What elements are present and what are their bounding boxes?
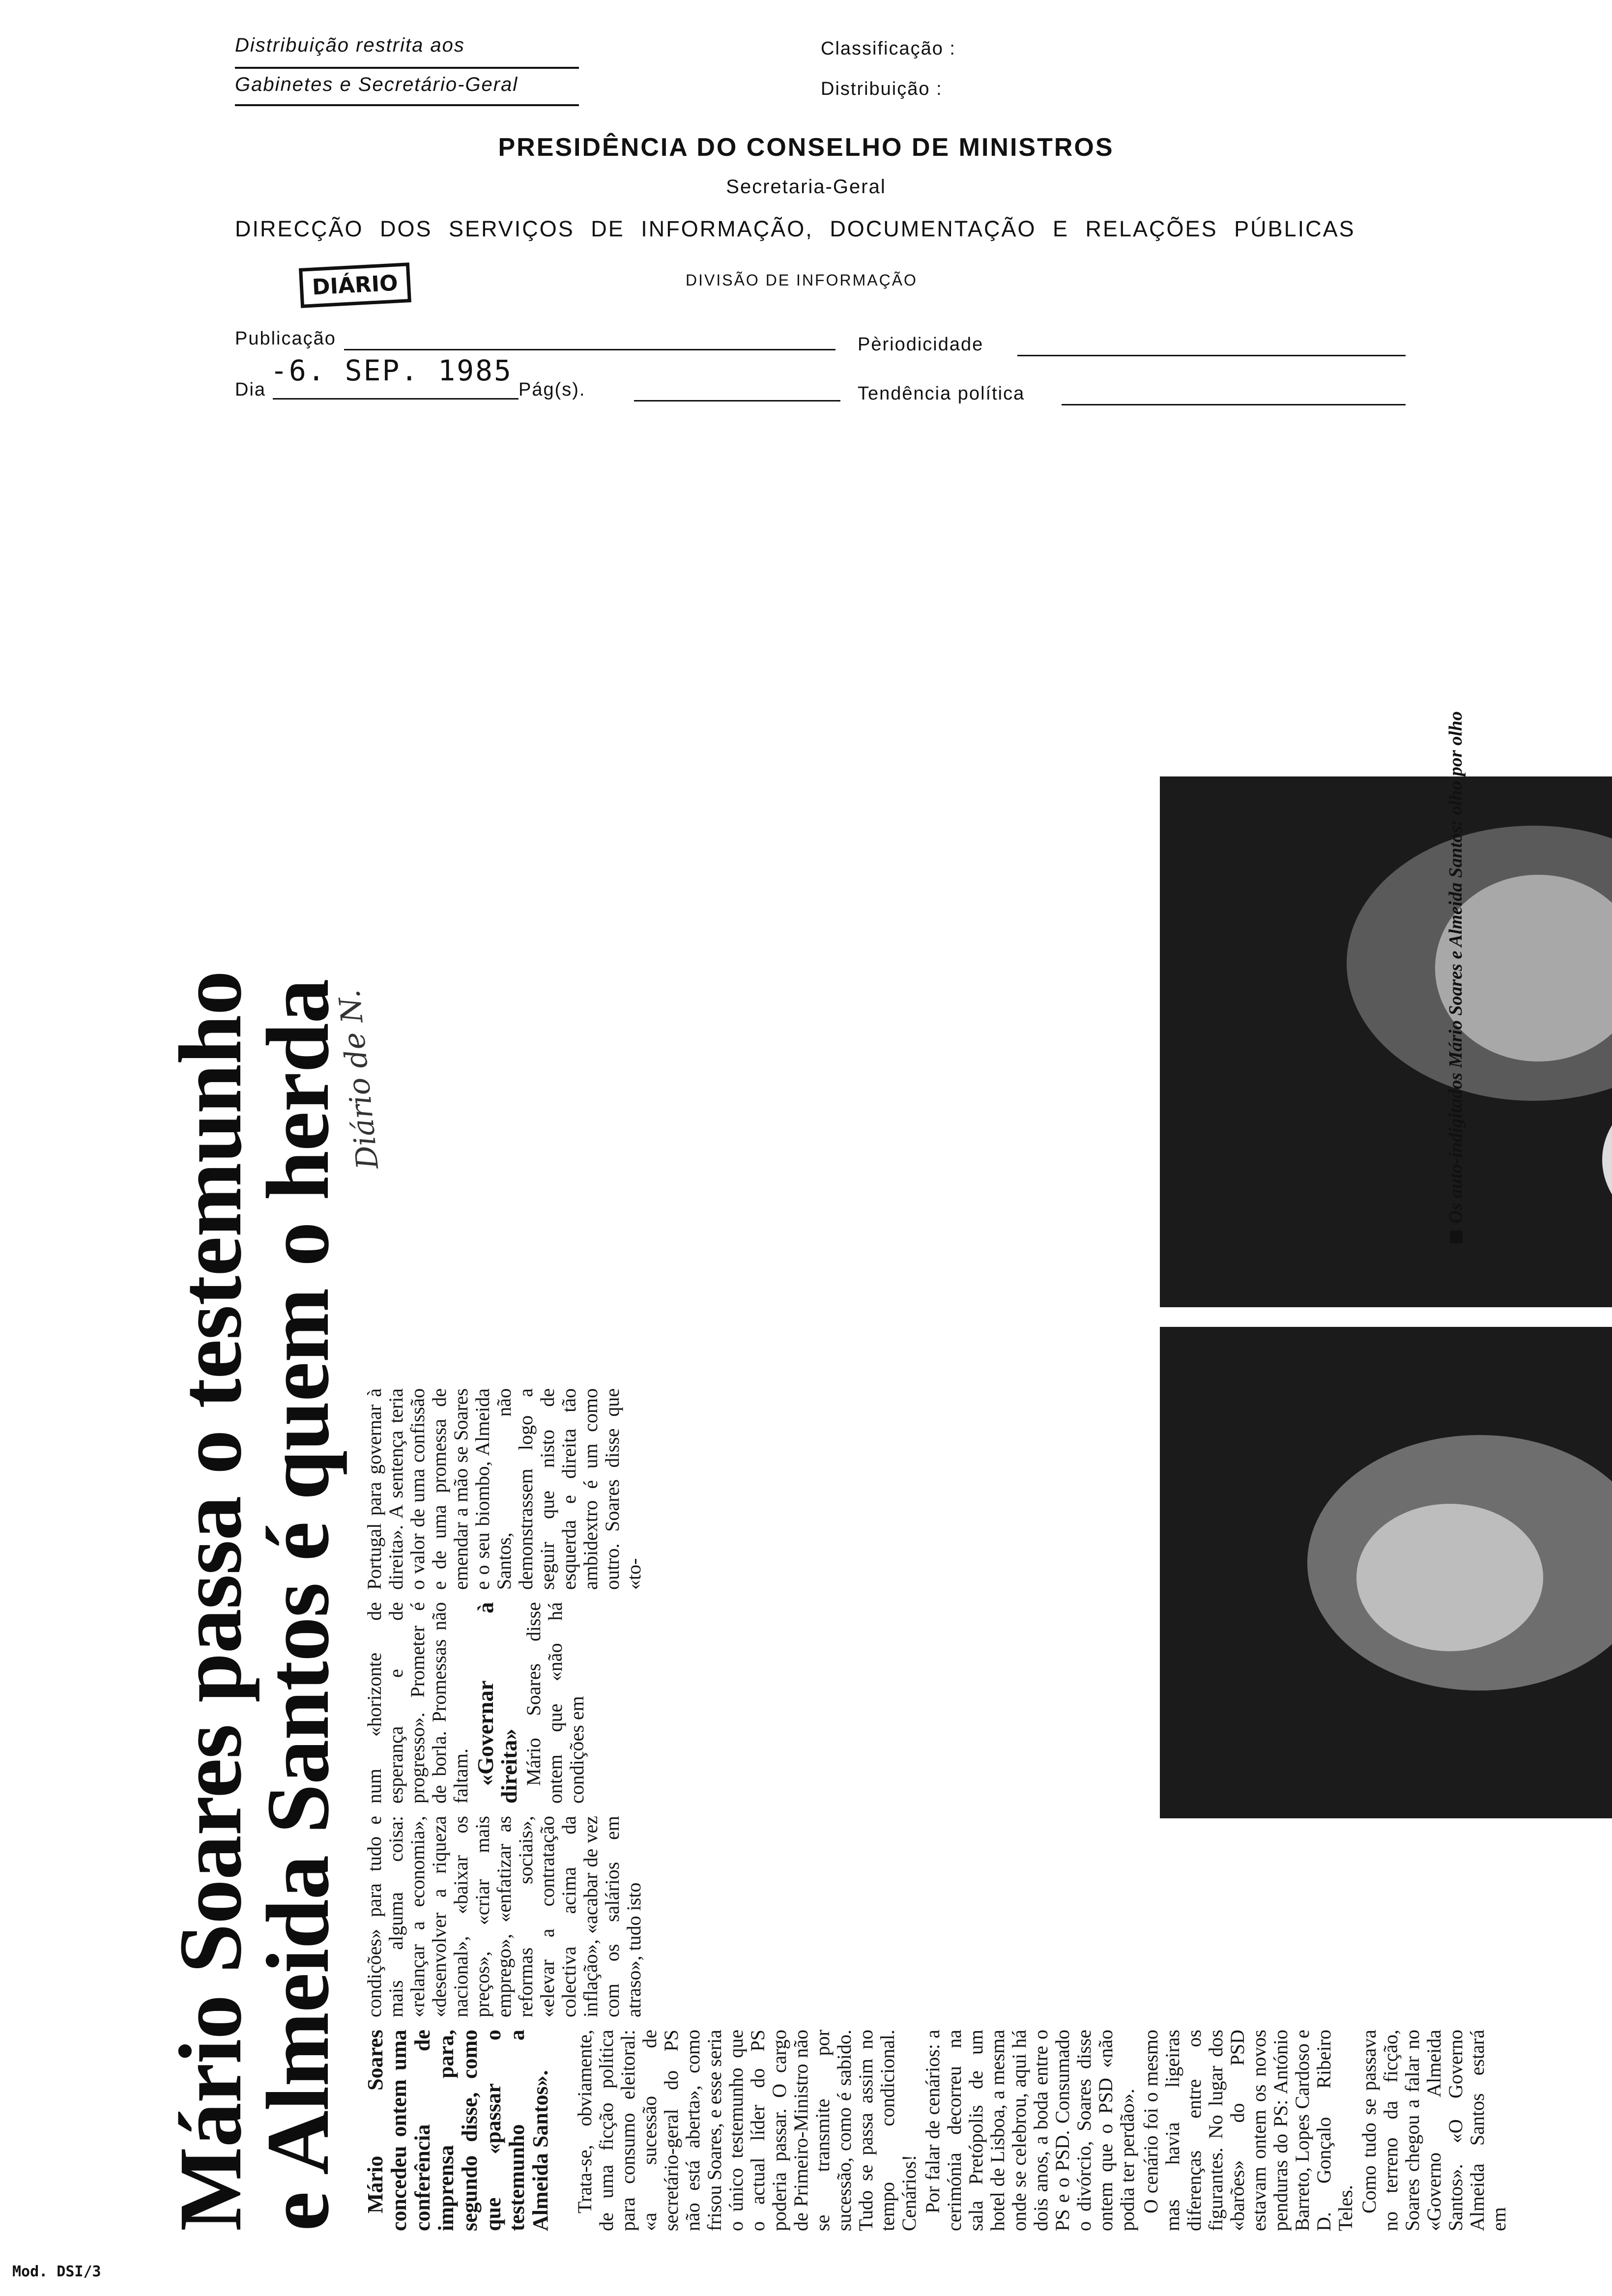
publication-label: Publicação (235, 328, 336, 349)
restricted-distribution-line1: Distribuição restrita aos (235, 34, 465, 56)
divider (235, 67, 579, 69)
day-label: Dia (235, 379, 266, 400)
caption-text: Os auto-indigitados Mário Soares e Almeida Santos: olho por olho (1445, 711, 1466, 1224)
trend-label: Tendência política (858, 383, 1025, 404)
publication-field (344, 349, 835, 350)
photo-mario-soares (1160, 1327, 1612, 1818)
periodicity-label: Pèriodicidade (858, 334, 984, 355)
article-column-4 (364, 1388, 647, 1590)
secretariat-title: Secretaria-Geral (726, 176, 886, 198)
distribution-label: Distribuição : (821, 79, 943, 99)
date-stamp: -6. SEP. 1985 (270, 354, 513, 387)
article-paragraph: condições» para tudo e mais alguma coisa: «relançar a economia», «desenvolver a riqueza nacional», «baixar os preços», «criar mais emprego», «enfatizar as reformas sociais», «elevar a contratação colectiva acima da inflação», «acabar de vez com os salários em atraso», tudo isto (363, 1816, 645, 2017)
form-code: Mod. DSI/3 (12, 2263, 101, 2280)
article-paragraph: Portugal para governar à direita». A sentença teria o valor de uma confissão e de uma promessa de emendar a mão se Soares e o seu biombo, Almeida Santos, não demonstrassem logo a seguir que nisto de esquerda e direita tão ambidextro é um como outro. Soares disse que «to- (363, 1388, 645, 1590)
article-column-2 (364, 1816, 647, 2017)
article-headline (161, 806, 347, 2231)
article-paragraph: Por falar de cenários: a cerimónia decorreu na sala Pretópolis de um hotel de Lisboa, a mesma onde se celebrou, aqui há dois anos, a boda entre o PS e o PSD. Consumado o divórcio, Soares disse ontem que o PSD «não podia ter perdão». (921, 2030, 1138, 2231)
square-bullet-icon (1450, 1231, 1463, 1243)
headline-line1: Mário Soares passa o testemunho (161, 971, 260, 2231)
pages-field (634, 400, 840, 402)
classification-label: Classificação : (821, 38, 956, 59)
ministry-title: PRESIDÊNCIA DO CONSELHO DE MINISTROS (498, 133, 1114, 162)
article-paragraph: num «horizonte de esperança e de progresso». Prometer é de borla. Promessas não faltam. (363, 1602, 472, 1804)
newspaper-clipping (161, 511, 1510, 2231)
article-lead: Mário Soares concedeu ontem uma conferência de imprensa para, segundo disse, como que «passar o testemunho a Almeida Santos». (363, 2030, 552, 2231)
division-title: DIVISÃO DE INFORMAÇÃO (686, 271, 918, 289)
restricted-distribution-line2: Gabinetes e Secretário-Geral (235, 74, 518, 95)
article-paragraph: Mário Soares disse ontem que «não há condições em (522, 1602, 588, 1804)
article-column-3 (364, 1602, 590, 1804)
article-paragraph: Trata-se, obviamente, de uma ficção política para consumo eleitoral: «a sucessão de secretário-geral do PS não está aberta», como frisou Soares, e esse seria o único testemunho que o actual líder do PS poderia passar. O cargo de Primeiro-Ministro não se transmite por sucessão, como é sabido. Tudo se passa assim no tempo condicional. Cenários! (574, 2030, 920, 2231)
article-paragraph: Como tudo se passava no terreno da ficção, Soares chegou a falar no «Governo Almeida Santos». «O Governo Almeida Santos estará em (1358, 2030, 1510, 2231)
trend-field (1062, 404, 1406, 405)
pages-label: Pág(s). (518, 379, 586, 400)
handwritten-note: Diário de N. (332, 988, 385, 1171)
day-field (273, 398, 518, 400)
divider (235, 104, 579, 106)
photo-caption (1445, 516, 1467, 1243)
article-column-1 (364, 2030, 1512, 2231)
diario-stamp: DIÁRIO (299, 262, 411, 308)
photo-almeida-santos (1160, 776, 1612, 1307)
article-subheading: «Governar à direita» (473, 1602, 521, 1804)
periodicity-field (1017, 355, 1406, 356)
headline-line2: e Almeida Santos é quem o herda (249, 979, 347, 2231)
department-title: DIRECÇÃO DOS SERVIÇOS DE INFORMAÇÃO, DOCUMENTAÇÃO E RELAÇÕES PÚBLICAS (235, 216, 1355, 241)
article-paragraph: O cenário foi o mesmo mas havia ligeiras diferenças entre os figurantes. No lugar dos «barões» do PSD estavam ontem os novos penduras do PS: António Barreto, Lopes Cardoso e D. Gonçalo Ribeiro Teles. (1140, 2030, 1356, 2231)
